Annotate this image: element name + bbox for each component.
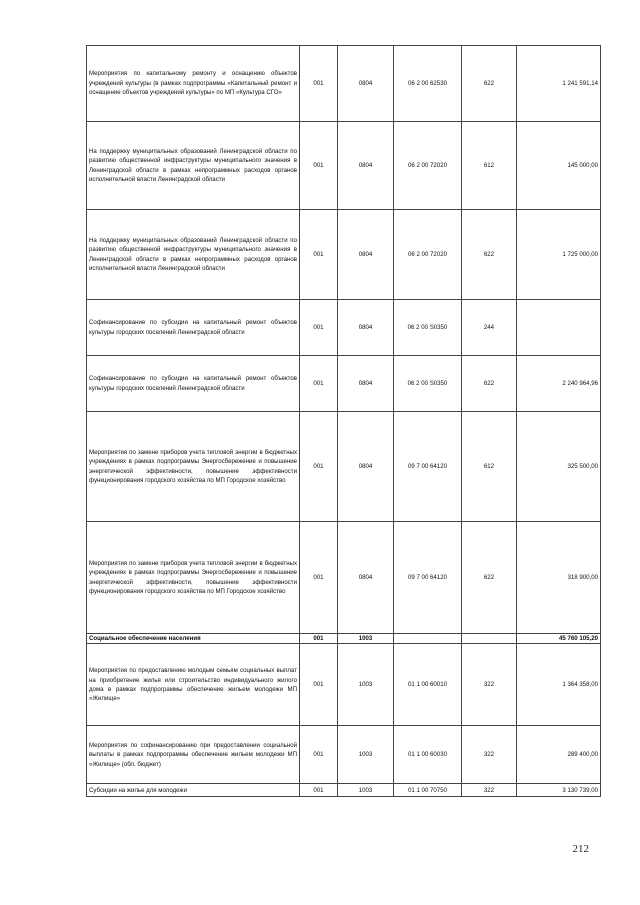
row-expense-type: 622 bbox=[462, 522, 517, 634]
row-section-code: 0804 bbox=[338, 412, 394, 522]
row-target-article: 06 2 00 62530 bbox=[394, 46, 462, 122]
row-target-article: 06 2 00 S0350 bbox=[394, 356, 462, 412]
row-target-article: 06 2 00 S0350 bbox=[394, 300, 462, 356]
row-amount: 289 400,00 bbox=[517, 726, 601, 784]
page-number: 212 bbox=[572, 843, 589, 855]
table-row bbox=[87, 122, 601, 210]
table-row bbox=[87, 522, 601, 634]
row-section-code: 0804 bbox=[338, 300, 394, 356]
budget-table bbox=[86, 45, 601, 797]
row-ved-code: 001 bbox=[300, 122, 338, 210]
row-description: На поддержку муниципальных образований Ленинградской области по развитию общественной инфраструктуры муниципального значения в Ленинградской области в рамках непрограммных расходов органов исполнительной власти Ленинградской области bbox=[87, 122, 300, 210]
row-section-code: 0804 bbox=[338, 522, 394, 634]
row-expense-type bbox=[462, 634, 517, 644]
row-section-code: 1003 bbox=[338, 784, 394, 797]
row-ved-code: 001 bbox=[300, 634, 338, 644]
row-section-code: 0804 bbox=[338, 122, 394, 210]
row-ved-code: 001 bbox=[300, 784, 338, 797]
row-ved-code: 001 bbox=[300, 300, 338, 356]
row-amount bbox=[517, 300, 601, 356]
table-row bbox=[87, 356, 601, 412]
row-description: Софинансирование по субсидии на капитальный ремонт объектов культуры городских поселений Ленинградской области bbox=[87, 300, 300, 356]
row-section-code: 0804 bbox=[338, 356, 394, 412]
row-amount: 145 000,00 bbox=[517, 122, 601, 210]
row-target-article: 01 1 00 60010 bbox=[394, 644, 462, 726]
row-section-code: 1003 bbox=[338, 634, 394, 644]
table-row bbox=[87, 644, 601, 726]
row-target-article bbox=[394, 634, 462, 644]
row-ved-code: 001 bbox=[300, 726, 338, 784]
row-expense-type: 612 bbox=[462, 412, 517, 522]
row-target-article: 06 2 00 72020 bbox=[394, 122, 462, 210]
row-description: Мероприятия по замене приборов учета тепловой энергии в бюджетных учреждениях в рамках подпрограммы Энергосбережение и повышение энергетической эффективности, повышение эффективности функционирования городского хозяйства по МП Городское хозяйство bbox=[87, 522, 300, 634]
row-ved-code: 001 bbox=[300, 522, 338, 634]
row-target-article: 09 7 00 64120 bbox=[394, 412, 462, 522]
table-row bbox=[87, 784, 601, 797]
row-amount: 1 241 591,14 bbox=[517, 46, 601, 122]
row-description: Мероприятия по предоставлению молодым семьям социальных выплат на приобретение жилья или строительство индивидуального жилого дома в рамках подпрограммы обеспечение жильем молодежи МП «Жилище» bbox=[87, 644, 300, 726]
row-expense-type: 622 bbox=[462, 356, 517, 412]
row-ved-code: 001 bbox=[300, 210, 338, 300]
row-description: Софинансирование по субсидии на капитальный ремонт объектов культуры городских поселений Ленинградской области bbox=[87, 356, 300, 412]
row-target-article: 06 2 00 72020 bbox=[394, 210, 462, 300]
table-row bbox=[87, 726, 601, 784]
row-expense-type: 244 bbox=[462, 300, 517, 356]
row-expense-type: 622 bbox=[462, 46, 517, 122]
row-target-article: 09 7 00 64120 bbox=[394, 522, 462, 634]
row-amount: 45 760 105,20 bbox=[517, 634, 601, 644]
table-row bbox=[87, 210, 601, 300]
row-expense-type: 622 bbox=[462, 210, 517, 300]
table-row bbox=[87, 300, 601, 356]
row-description: Мероприятия по капитальному ремонту и оснащению объектов учреждений культуры (в рамках подпрограммы «Капитальный ремонт и оснащение объектов учреждений культуры» по МП «Культура СГО» bbox=[87, 46, 300, 122]
row-ved-code: 001 bbox=[300, 644, 338, 726]
row-section-code: 1003 bbox=[338, 726, 394, 784]
table-row bbox=[87, 412, 601, 522]
row-amount: 1 725 000,00 bbox=[517, 210, 601, 300]
row-ved-code: 001 bbox=[300, 412, 338, 522]
table-row bbox=[87, 634, 601, 644]
row-expense-type: 322 bbox=[462, 726, 517, 784]
row-description: Мероприятия по софинансированию при предоставлении социальной выплаты в рамках подпрограммы обеспечение жильем молодежи МП «Жилище» (обл. бюджет) bbox=[87, 726, 300, 784]
row-section-code: 0804 bbox=[338, 210, 394, 300]
row-expense-type: 322 bbox=[462, 644, 517, 726]
row-ved-code: 001 bbox=[300, 356, 338, 412]
row-amount: 2 240 964,96 bbox=[517, 356, 601, 412]
row-ved-code: 001 bbox=[300, 46, 338, 122]
row-target-article: 01 1 00 70750 bbox=[394, 784, 462, 797]
row-description: На поддержку муниципальных образований Ленинградской области по развитию общественной инфраструктуры муниципального значения в Ленинградской области в рамках непрограммных расходов органов исполнительной власти Ленинградской области bbox=[87, 210, 300, 300]
row-description: Социальное обеспечение населения bbox=[87, 634, 300, 644]
row-section-code: 0804 bbox=[338, 46, 394, 122]
row-amount: 325 500,00 bbox=[517, 412, 601, 522]
row-section-code: 1003 bbox=[338, 644, 394, 726]
row-amount: 3 130 739,00 bbox=[517, 784, 601, 797]
row-expense-type: 322 bbox=[462, 784, 517, 797]
row-expense-type: 612 bbox=[462, 122, 517, 210]
table-row bbox=[87, 46, 601, 122]
row-target-article: 01 1 00 60030 bbox=[394, 726, 462, 784]
row-amount: 1 364 358,00 bbox=[517, 644, 601, 726]
row-description: Мероприятия по замене приборов учета тепловой энергии в бюджетных учреждениях в рамках подпрограммы Энергосбережение и повышение энергетической эффективности, повышение эффективности функционирования городского хозяйства по МП Городское хозяйство bbox=[87, 412, 300, 522]
budget-table-body bbox=[87, 46, 601, 797]
row-amount: 318 900,00 bbox=[517, 522, 601, 634]
row-description: Субсидии на жилье для молодежи bbox=[87, 784, 300, 797]
